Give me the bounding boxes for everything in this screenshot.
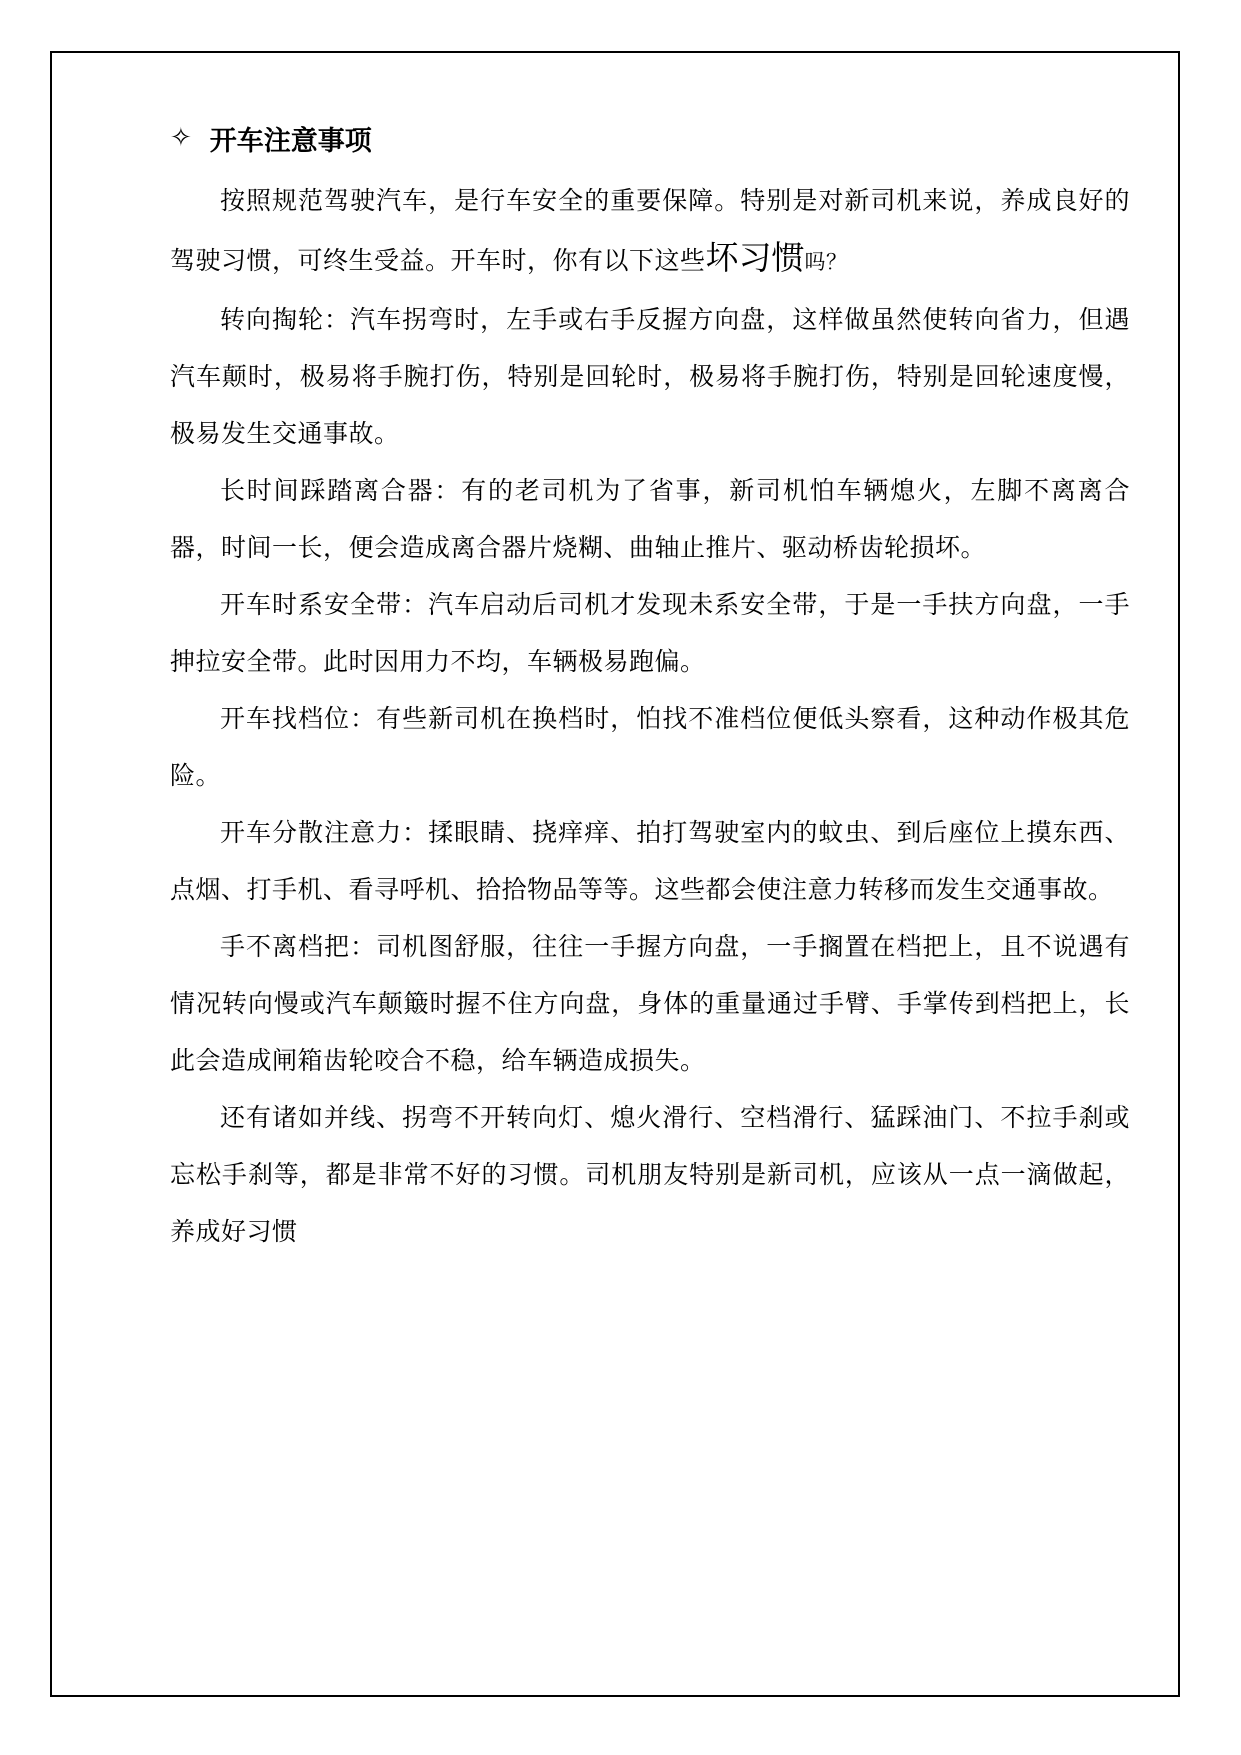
document-body: [170, 112, 1130, 1260]
paragraph-seatbelt: 开车时系安全带：汽车启动后司机才发现未系安全带，于是一手扶方向盘，一手抻拉安全带。此时因用力不均，车辆极易跑偏。: [170, 590, 1130, 676]
intro-paragraph: [170, 172, 1130, 291]
intro-tail: 吗？: [804, 250, 848, 274]
paragraph-clutch: 长时间踩踏离合器：有的老司机为了省事，新司机怕车辆熄火，左脚不离离合器，时间一长，便会造成离合器片烧糊、曲轴止推片、驱动桥齿轮损坏。: [170, 476, 1130, 562]
intro-emphasis: 坏习惯: [705, 238, 805, 277]
paragraph-hand-on-gear: 手不离档把：司机图舒服，往往一手握方向盘，一手搁置在档把上，且不说遇有情况转向慢或汽车颠簸时握不住方向盘，身体的重量通过手臂、手掌传到档把上，长此会造成闸箱齿轮咬合不稳，给车辆造成损失。: [170, 932, 1130, 1075]
paragraph-steering: 转向掏轮：汽车拐弯时，左手或右手反握方向盘，这样做虽然使转向省力，但遇汽车颠时，极易将手腕打伤，特别是回轮时，极易将手腕打伤，特别是回轮速度慢，极易发生交通事故。: [170, 305, 1130, 448]
paragraph-distraction: 开车分散注意力：揉眼睛、挠痒痒、拍打驾驶室内的蚊虫、到后座位上摸东西、点烟、打手机、看寻呼机、拾拾物品等等。这些都会使注意力转移而发生交通事故。: [170, 818, 1130, 904]
diamond-star-icon: ✧: [170, 123, 192, 153]
section-heading: [170, 112, 1130, 164]
heading-text: 开车注意事项: [209, 125, 372, 157]
intro-text: 按照规范驾驶汽车，是行车安全的重要保障。特别是对新司机来说，养成良好的驾驶习惯，可终生受益。开车时，你有以下这些: [170, 186, 1130, 275]
paragraph-gear: 开车找档位：有些新司机在换档时，怕找不准档位便低头察看，这种动作极其危险。: [170, 704, 1130, 790]
paragraph-conclusion: 还有诸如并线、拐弯不开转向灯、熄火滑行、空档滑行、猛踩油门、不拉手刹或忘松手刹等，都是非常不好的习惯。司机朋友特别是新司机，应该从一点一滴做起，养成好习惯: [170, 1103, 1130, 1246]
